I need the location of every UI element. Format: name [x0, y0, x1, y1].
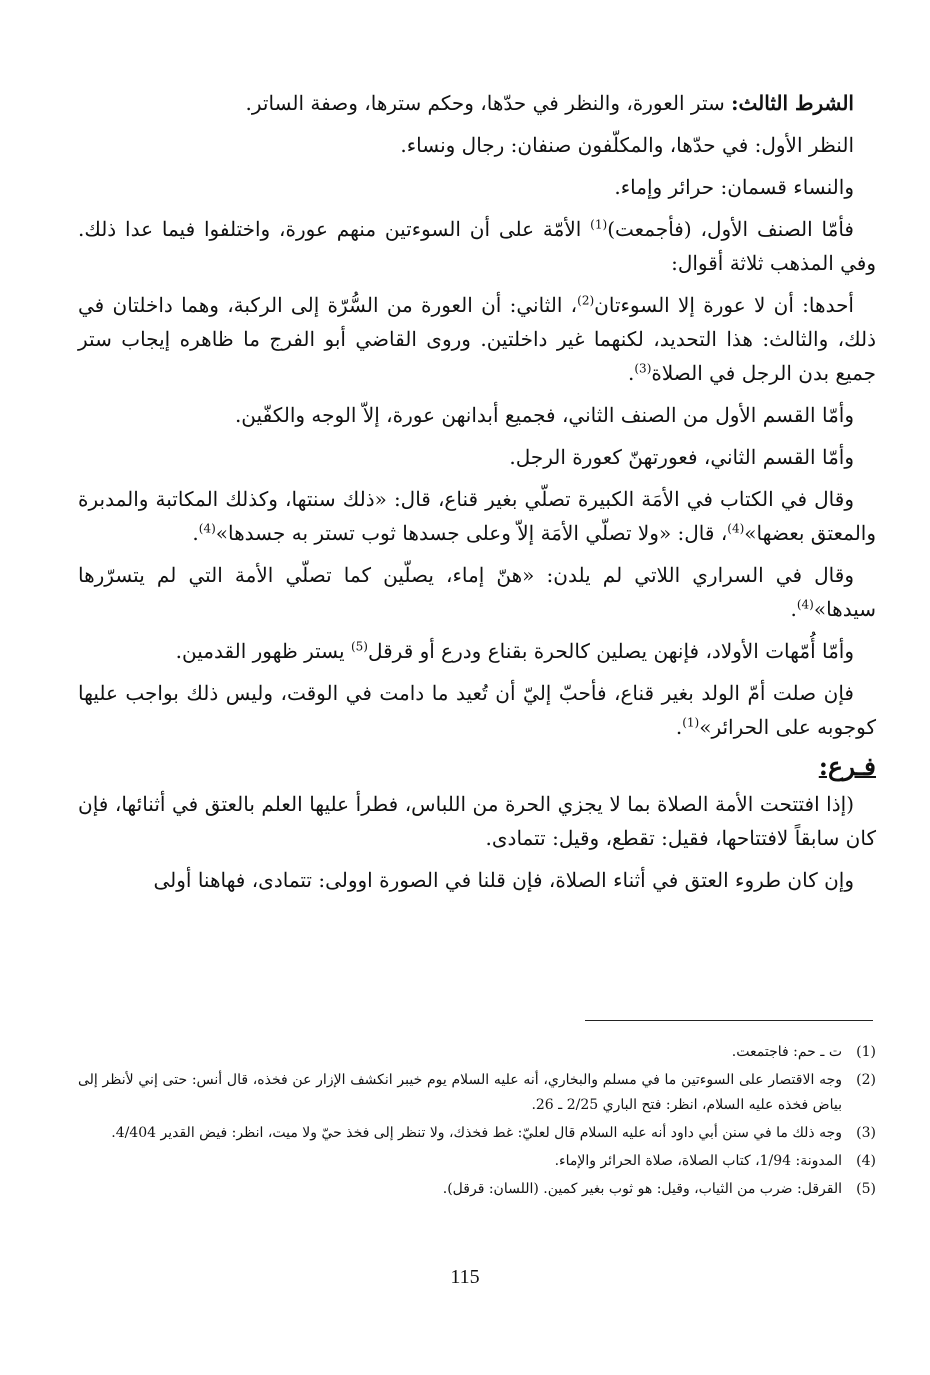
- footnote-divider: [585, 1020, 873, 1021]
- paragraph: فأمّا الصنف الأول، (فأجمعت)$^{(1)}$ الأمّة على أن السوءتين منهم عورة، واختلفوا فيما عدا ذلك. وفي المذهب ثلاثة أقوال:: [78, 217, 876, 275]
- paragraph: وقال في الكتاب في الأمَة الكبيرة تصلّي بغير قناع، قال: «ذلك سنتها، وكذلك المكاتبة والمدبرة والمعتق بعضها»$^{(4)}$، قال: «ولا تصلّي الأمَة إلاّ وعلى جسدها ثوب تستر به جسدها»$^{(4)}$.: [78, 487, 876, 545]
- footnote-ref: (3): [634, 361, 652, 376]
- paragraph: (إذا افتتحت الأمة الصلاة بما لا يجزي الحرة من اللباس، فطرأ عليها العلم بالعتق في أثنائها، فإن كان سابقاً لافتتاحها، فقيل: تقطع، وقيل: تتمادى.: [78, 792, 876, 850]
- footnote-ref: (4): [198, 521, 216, 536]
- footnote-ref: (1): [590, 217, 608, 232]
- main-text: [78, 86, 876, 905]
- footnote-ref: (4): [796, 597, 814, 612]
- page-number: 115: [450, 1266, 480, 1288]
- paragraph: وأمّا القسم الثاني، فعورتهنّ كعورة الرجل.: [509, 445, 854, 469]
- paragraph: أحدها: أن لا عورة إلا السوءتان$^{(2)}$، الثاني: أن العورة من السُّرّة إلى الركبة، وهما داخلتان في ذلك، والثالث: هذا التحديد، لكنهما غير داخلتين. وروى القاضي أبو الفرج ما ظاهره إيجاب ستر جميع بدن الرجل في الصلاة$^{(3)}$.: [78, 293, 876, 385]
- footnote-ref: (1): [682, 715, 700, 730]
- footnote: (1) ت ـ حم: فاجتمعت.: [731, 1044, 876, 1060]
- footnote: (3) وجه ذلك ما في سنن أبي داود أنه عليه السلام قال لعليّ: غط فخذك، ولا تنظر إلى فخذ حيّ ولا ميت، انظر: فيض القدير 4/404.: [111, 1125, 876, 1141]
- footnote-ref: (4): [727, 521, 745, 536]
- footnote: (4) المدونة: 1/94، كتاب الصلاة، صلاة الحرائر والإماء.: [554, 1153, 876, 1169]
- section-heading: فـرع:: [818, 752, 876, 781]
- paragraph: وأمّا أُمّهات الأولاد، فإنهن يصلين كالحرة بقناع ودرع أو قرقل$^{(5)}$ يستر ظهور القدمين.: [175, 639, 854, 663]
- paragraph: وقال في السراري اللاتي لم يلدن: «هنّ إماء، يصلّين كما تصلّي الأمة التي لم يتسرّرها سيدها»$^{(4)}$.: [78, 563, 876, 621]
- footnotes: [78, 1040, 876, 1205]
- footnote: (2) وجه الاقتصار على السوءتين ما في مسلم والبخاري، أنه عليه السلام يوم خيبر انكشف الإزار عن فخذه، قال أنس: حتى إني لأنظر إلى بياض فخذه عليه السلام، انظر: فتح الباري 2/25 ـ 26.: [78, 1072, 876, 1113]
- paragraph: فإن صلت أمّ الولد بغير قناع، فأحبّ إليّ أن تُعيد ما دامت في الوقت، وليس ذلك بواجب عليها كوجوبه على الحرائر»$^{(1)}$.: [78, 681, 876, 739]
- paragraph: وإن كان طروء العتق في أثناء الصلاة، فإن قلنا في الصورة اوولى: تتمادى، فهاهنا أولى: [153, 868, 854, 892]
- paragraph: النظر الأول: في حدّها، والمكلّفون صنفان: رجال ونساء.: [400, 133, 854, 157]
- paragraph: وأمّا القسم الأول من الصنف الثاني، فجميع أبدانهن عورة، إلاّ الوجه والكفّين.: [234, 403, 854, 427]
- paragraph-condition-three: الشرط الثالث: ستر العورة، والنظر في حدّها، وحكم سترها، وصفة الساتر.: [245, 91, 854, 115]
- footnote-ref: (2): [577, 293, 595, 308]
- footnote: (5) القرقل: ضرب من الثياب، وقيل: هو ثوب بغير كمين. (اللسان: قرقل).: [442, 1181, 876, 1197]
- section-lead: الشرط الثالث:: [731, 91, 854, 115]
- footnote-ref: (5): [350, 639, 368, 654]
- paragraph: والنساء قسمان: حرائر وإماء.: [614, 175, 854, 199]
